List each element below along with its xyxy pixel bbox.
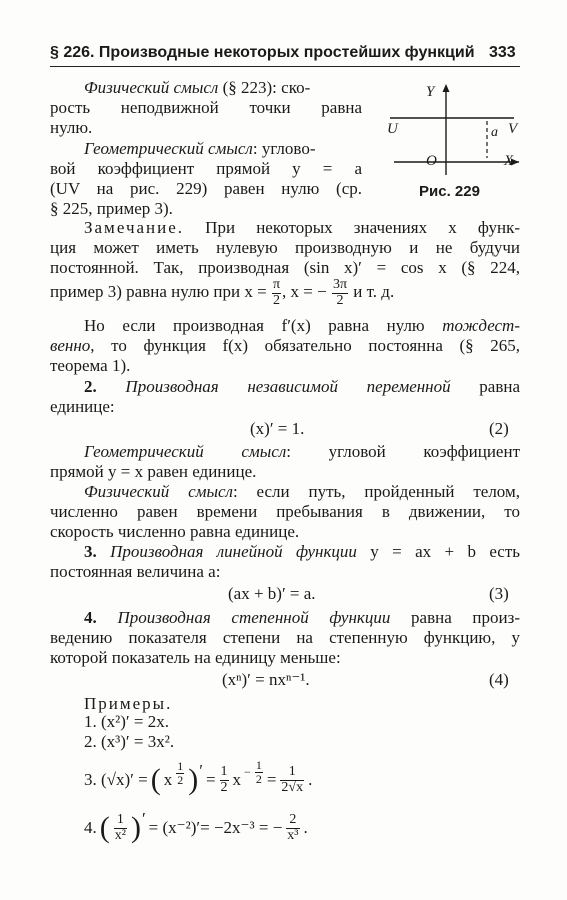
text-line: теорема 1).: [50, 356, 131, 375]
text-line: постоянная величина a:: [50, 562, 221, 581]
text-line: которой показатель на единицу меньше:: [50, 648, 341, 667]
fig-label-u: U: [387, 121, 398, 137]
text-line: 2. Производная независимой переменной равна: [84, 377, 521, 396]
text-line: Геометрический смысл: угловой коэффициент: [84, 442, 520, 461]
example-1: 1. (x²)′ = 2x.: [84, 712, 169, 731]
text-line: Физический смысл: если путь, пройденный телом,: [84, 482, 520, 501]
text-line: скорость численно равна единице.: [50, 522, 300, 541]
text-line: нулю.: [50, 118, 93, 137]
example-2: 2. (x³)′ = 3x².: [84, 732, 175, 751]
text-line: единице:: [50, 397, 115, 416]
page-number: 333: [489, 44, 516, 61]
fraction: $\frac{\pi}{2}$: [272, 277, 281, 308]
text-line: Геометрический смысл: углово-: [84, 139, 316, 158]
fraction: $\frac{3\pi}{2}$: [332, 277, 348, 308]
text-line: численно равен времени пребывания в движении, то: [50, 502, 520, 521]
fig-label-x: X: [504, 153, 514, 169]
example-3: 3. (√x)′ = ( x $\frac{1}{2}$ ) ′ = $\frac{1}{2}$ x − $\frac{1}{2}$ = $\frac{1}{2√x}$ .: [84, 757, 313, 796]
text-line: 4. Производная степенной функции равна произ-: [84, 608, 520, 627]
header-rule: [50, 66, 520, 67]
fig-label-y: Y: [426, 84, 435, 100]
formula-2: (x)′ = 1.: [250, 419, 305, 438]
text-line: 3. Производная линейной функции y = ax + b есть: [84, 542, 521, 561]
text-line: Но если производная f′(x) равна нулю тождест-: [84, 316, 520, 335]
text-line: прямой y = x равен единице.: [50, 462, 257, 481]
fig-label-o: O: [426, 153, 437, 169]
text-line: ведению показателя степени на степенную функцию, у: [50, 628, 520, 647]
formula-3: (ax + b)′ = a.: [228, 584, 316, 603]
text-line: постоянной. Так, производная (sin x)′ = cos x (§ 224,: [50, 258, 520, 277]
text-line: рость неподвижной точки равна: [50, 98, 362, 117]
example-4: 4. ( $\frac{1}{\text{x²}}$ ) ′ = (x⁻²)′= −2x⁻³ = − $\frac{2}{\text{x³}}$ .: [84, 809, 308, 844]
figure-229: [384, 80, 524, 180]
formula-number-4: (4): [489, 670, 509, 689]
formula-4: (xⁿ)′ = nxⁿ⁻¹.: [222, 670, 310, 689]
y-axis-arrow: [443, 84, 450, 92]
formula-number-3: (3): [489, 584, 509, 603]
text-line: § 225, пример 3).: [50, 199, 173, 218]
examples-heading: Примеры.: [84, 694, 173, 713]
text-line: Физический смысл (§ 223): ско-: [84, 78, 311, 97]
running-header: § 226. Производные некоторых простейших функций: [50, 44, 475, 61]
text-line-with-fractions: пример 3) равна нулю при x = $\frac{\pi}{2}$ , x = − $\frac{3\pi}{2}$ и т. д.: [50, 277, 395, 308]
fig-label-v: V: [508, 121, 518, 137]
text-line: вой коэффициент прямой y = a: [50, 159, 362, 178]
text-line: (UV на рис. 229) равен нулю (ср.: [50, 179, 362, 198]
text-line: Замечание. При некоторых значениях x функ-: [84, 218, 520, 237]
text-line: венно, то функция f(x) обязательно постоянна (§ 265,: [50, 336, 520, 355]
figure-caption: Рис. 229: [419, 183, 480, 200]
text-line: ция может иметь нулевую производную и не будучи: [50, 238, 520, 257]
formula-number-2: (2): [489, 419, 509, 438]
fig-label-a: a: [491, 125, 498, 140]
